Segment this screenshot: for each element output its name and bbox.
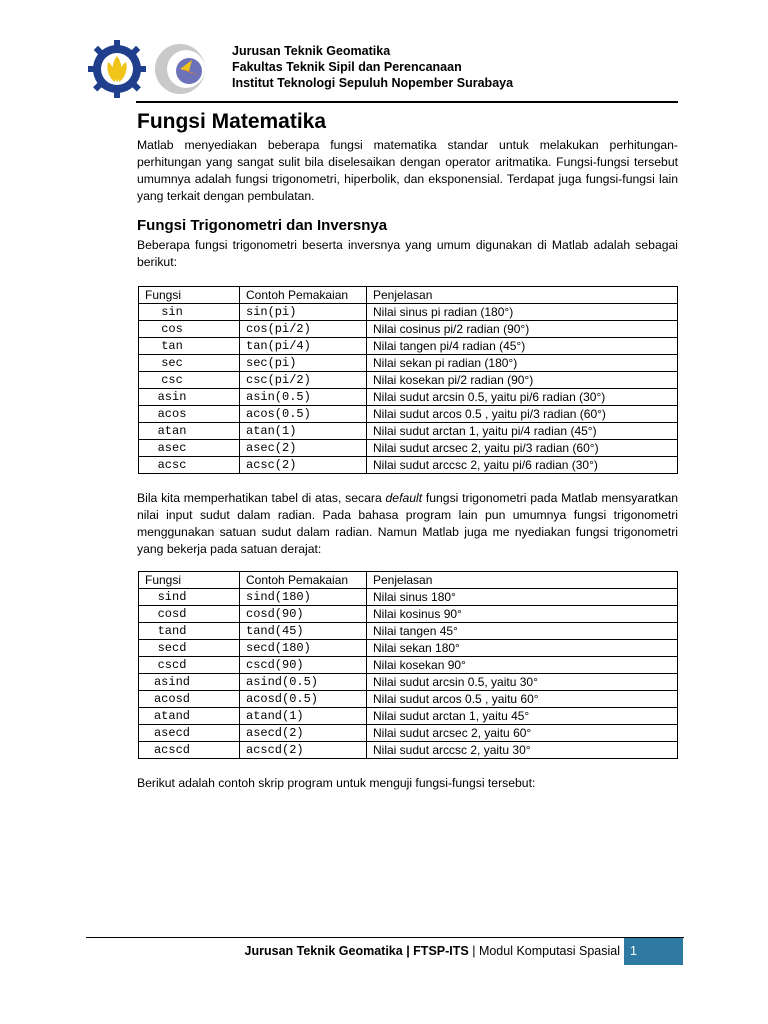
column-header-explanation: Penjelasan [367,287,678,304]
cell-function: cscd [139,657,240,674]
cell-function: csc [139,372,240,389]
cell-function: acsc [139,457,240,474]
table-row [139,623,678,640]
cell-function: sin [139,304,240,321]
table-row [139,640,678,657]
cell-function: acos [139,406,240,423]
cell-function: asec [139,440,240,457]
cell-function: atand [139,708,240,725]
cell-explanation: Nilai sudut arccsc 2, yaitu 30° [367,742,678,759]
cell-example: tan(pi/4) [240,338,367,355]
cell-explanation: Nilai sekan pi radian (180°) [367,355,678,372]
cell-explanation: Nilai sudut arcsin 0.5, yaitu 30° [367,674,678,691]
table-row [139,372,678,389]
cell-explanation: Nilai kosekan pi/2 radian (90°) [367,372,678,389]
cell-explanation: Nilai cosinus pi/2 radian (90°) [367,321,678,338]
cell-example: sin(pi) [240,304,367,321]
table-row [139,606,678,623]
cell-function: secd [139,640,240,657]
column-header-example: Contoh Pemakaian [240,572,367,589]
cell-example: asind(0.5) [240,674,367,691]
cell-example: secd(180) [240,640,367,657]
table-row [139,742,678,759]
cell-example: csc(pi/2) [240,372,367,389]
cell-function: asind [139,674,240,691]
cell-example: sind(180) [240,589,367,606]
cell-function: tand [139,623,240,640]
cell-function: asecd [139,725,240,742]
column-header-example: Contoh Pemakaian [240,287,367,304]
cell-function: atan [139,423,240,440]
cell-explanation: Nilai sudut arcsin 0.5, yaitu pi/6 radian (30°) [367,389,678,406]
institution-logos [88,40,212,98]
column-header-function: Fungsi [139,287,240,304]
table-row [139,674,678,691]
table-header-row [139,572,678,589]
cell-example: asec(2) [240,440,367,457]
emphasis-text: default [385,491,423,505]
table-header-row [139,287,678,304]
table-row [139,423,678,440]
cell-explanation: Nilai sudut arcsec 2, yaitu pi/3 radian (60°) [367,440,678,457]
cell-function: cos [139,321,240,338]
cell-explanation: Nilai sudut arccsc 2, yaitu pi/6 radian (30°) [367,457,678,474]
cell-explanation: Nilai sudut arcos 0.5 , yaitu 60° [367,691,678,708]
cell-explanation: Nilai sinus pi radian (180°) [367,304,678,321]
header-department: Jurusan Teknik Geomatika [232,44,391,58]
footer-module: | Modul Komputasi Spasial [472,944,620,958]
table-row [139,457,678,474]
cell-example: acosd(0.5) [240,691,367,708]
cell-explanation: Nilai kosekan 90° [367,657,678,674]
cell-example: atan(1) [240,423,367,440]
cell-example: sec(pi) [240,355,367,372]
cell-example: cos(pi/2) [240,321,367,338]
footer-separator: | [406,944,410,958]
header-institution-block [232,43,513,91]
cell-example: asin(0.5) [240,389,367,406]
paragraph-text: fungsi trigonometri pada Matlab mensyaratkan nilai input sudut dalam radian. Pada bahasa program lain pun umumnya fungsi trigonometri menggunakan satuan sudut dalam radian. Namun Matlab juga me nyediakan fungsi trigonometri yang bekerja pada satuan derajat: [137,491,679,556]
cell-explanation: Nilai sudut arcos 0.5 , yaitu pi/3 radian (60°) [367,406,678,423]
cell-function: tan [139,338,240,355]
paragraph-text: Bila kita memperhatikan tabel di atas, secara [137,491,386,505]
footer-faculty: FTSP-ITS [413,944,469,958]
cell-function: cosd [139,606,240,623]
table-row [139,304,678,321]
closing-paragraph: Berikut adalah contoh skrip program untuk menguji fungsi-fungsi tersebut: [137,776,536,790]
its-logo-icon [88,40,146,98]
degree-functions-paragraph [137,490,678,558]
table-row [139,440,678,457]
column-header-explanation: Penjelasan [367,572,678,589]
degree-functions-table [138,571,678,759]
section-intro-paragraph: Beberapa fungsi trigonometri beserta inversnya yang umum digunakan di Matlab adalah sebagai berikut: [137,238,678,269]
cell-example: asecd(2) [240,725,367,742]
table-row [139,406,678,423]
cell-explanation: Nilai tangen pi/4 radian (45°) [367,338,678,355]
table-row [139,338,678,355]
table-row [139,355,678,372]
cell-function: sec [139,355,240,372]
cell-function: sind [139,589,240,606]
header-faculty: Fakultas Teknik Sipil dan Perencanaan [232,60,462,74]
footer-text [200,944,620,958]
table-row [139,389,678,406]
page-number: 1 [630,944,637,958]
cell-example: acsc(2) [240,457,367,474]
table-row [139,589,678,606]
cell-explanation: Nilai tangen 45° [367,623,678,640]
column-header-function: Fungsi [139,572,240,589]
cell-function: acosd [139,691,240,708]
table-row [139,321,678,338]
cell-example: acos(0.5) [240,406,367,423]
cell-explanation: Nilai sudut arcsec 2, yaitu 60° [367,725,678,742]
table-row [139,708,678,725]
cell-explanation: Nilai sinus 180° [367,589,678,606]
header-institute: Institut Teknologi Sepuluh Nopember Surabaya [232,76,514,90]
table-row [139,691,678,708]
page-title: Fungsi Matematika [137,110,327,133]
cell-example: atand(1) [240,708,367,725]
table-row [139,657,678,674]
geomatics-logo-icon [155,44,205,94]
cell-example: acscd(2) [240,742,367,759]
cell-explanation: Nilai sudut arctan 1, yaitu 45° [367,708,678,725]
footer-divider [86,937,684,938]
section-heading: Fungsi Trigonometri dan Inversnya [137,217,388,234]
intro-paragraph: Matlab menyediakan beberapa fungsi matematika standar untuk melakukan perhitungan-perhitungan yang sangat sulit bila diselesaikan dengan operator aritmatika. Fungsi-fungsi tersebut umumnya adalah fungsi trigonometri, hiperbolik, dan eksponensial. Terdapat juga fungsi-fungsi lain yang terkait dengan pembulatan. [137,138,678,203]
cell-function: asin [139,389,240,406]
cell-example: cscd(90) [240,657,367,674]
cell-function: acscd [139,742,240,759]
header-divider [136,101,678,103]
cell-example: cosd(90) [240,606,367,623]
cell-explanation: Nilai sudut arctan 1, yaitu pi/4 radian (45°) [367,423,678,440]
cell-explanation: Nilai kosinus 90° [367,606,678,623]
cell-explanation: Nilai sekan 180° [367,640,678,657]
footer-department: Jurusan Teknik Geomatika [244,944,403,958]
cell-example: tand(45) [240,623,367,640]
trig-functions-table [138,286,678,474]
table-row [139,725,678,742]
